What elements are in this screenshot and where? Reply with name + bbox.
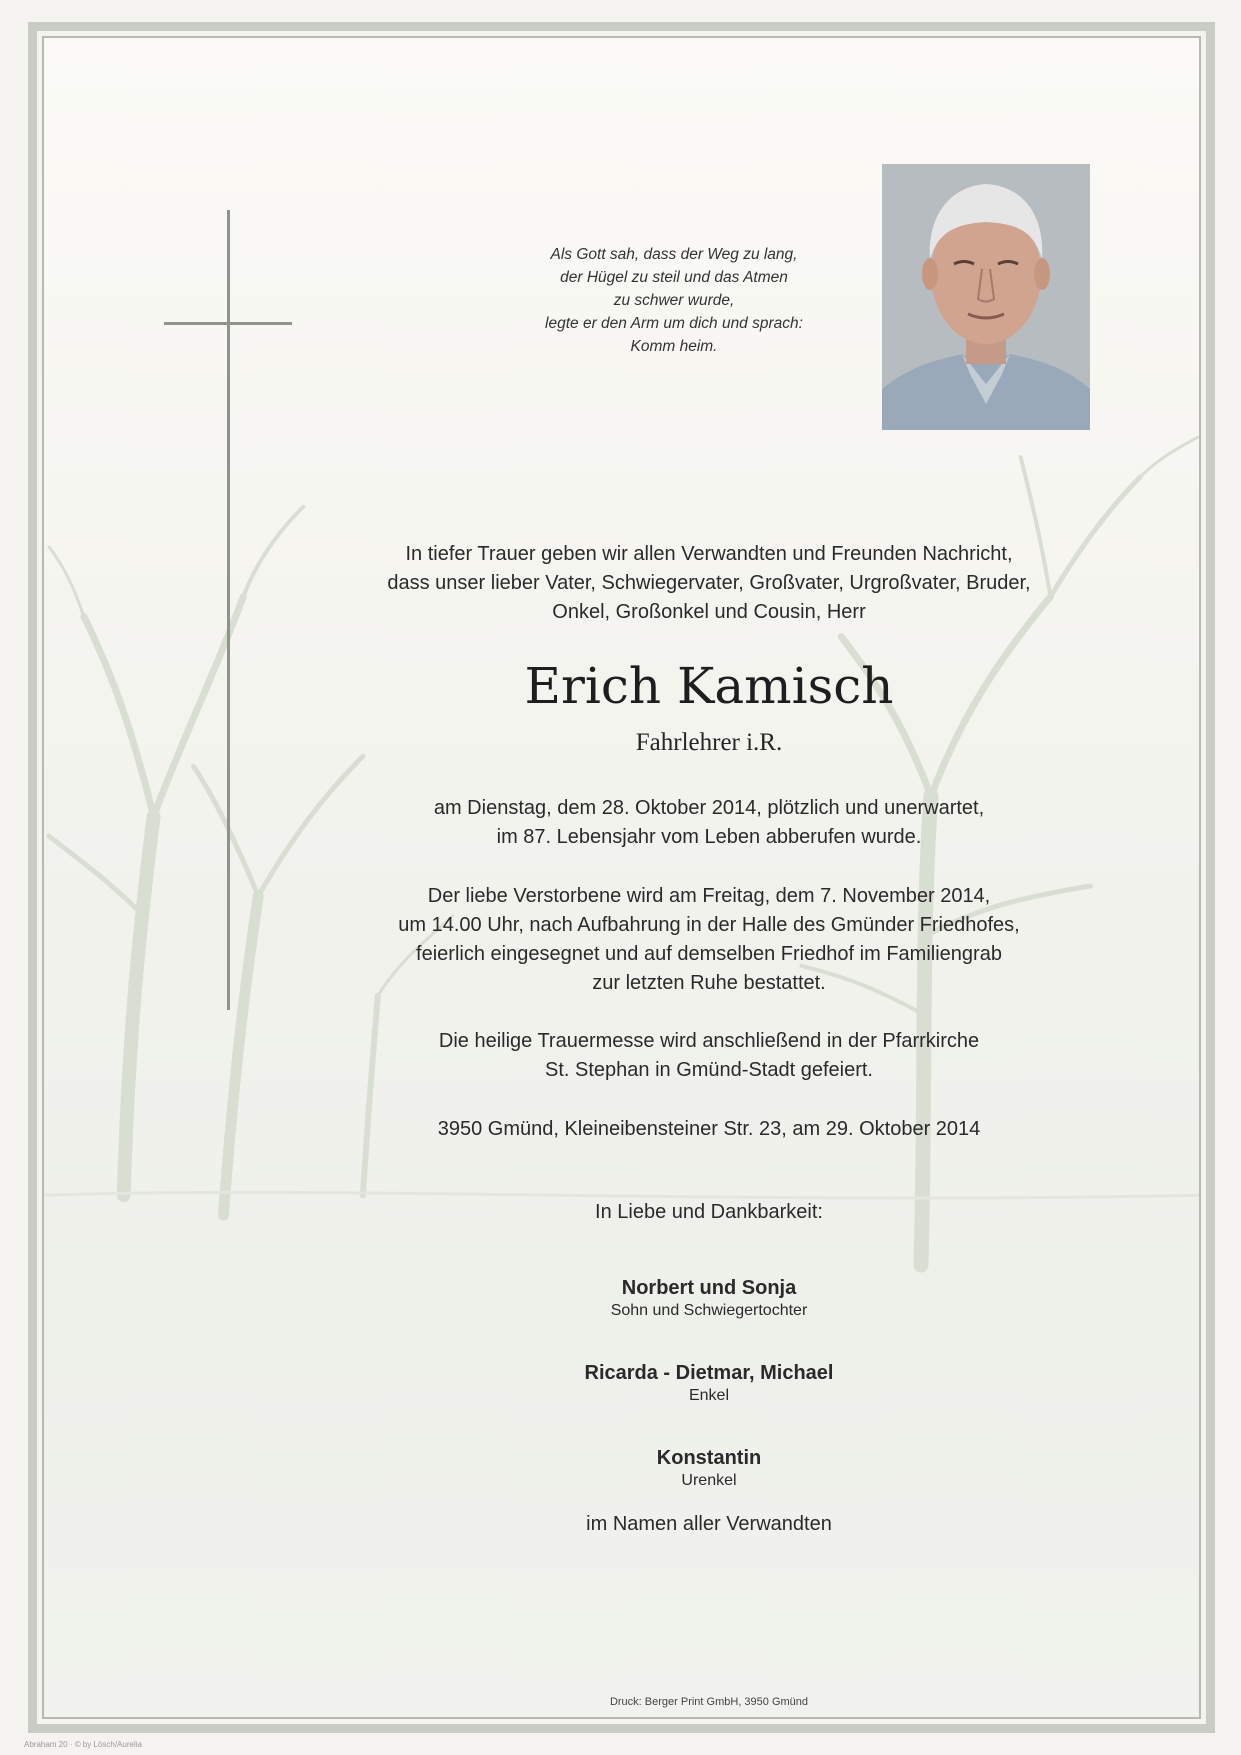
deceased-title: Fahrlehrer i.R. — [635, 729, 783, 756]
death-notice-line: im 87. Lebensjahr vom Leben abberufen wurde. — [496, 826, 922, 848]
poem-line: Als Gott sah, dass der Weg zu lang, — [550, 246, 798, 263]
funeral-details — [284, 882, 1134, 998]
intro-line: dass unser lieber Vater, Schwiegervater, Großvater, Urgroßvater, Bruder, — [387, 572, 1031, 594]
death-notice-line: am Dienstag, dem 28. Oktober 2014, plötzlich und unerwartet, — [433, 797, 985, 819]
mourner-relation: Sohn und Schwiegertochter — [610, 1302, 808, 1319]
mourner-entry — [284, 1275, 1134, 1321]
portrait-icon — [882, 164, 1090, 430]
poem-line: der Hügel zu steil und das Atmen — [560, 269, 788, 286]
closing-line: In Liebe und Dankbarkeit: — [595, 1201, 823, 1223]
cross-icon-horizontal-bar — [164, 322, 292, 325]
cross-icon-vertical-bar — [227, 210, 230, 1010]
footer-code: Abraham 20 · © by Lösch/Aurelia — [24, 1740, 142, 1749]
poem-line: legte er den Arm um dich und sprach: — [545, 315, 803, 332]
mourner-name: Norbert und Sonja — [621, 1277, 797, 1299]
mass-details — [284, 1027, 1134, 1085]
mourner-relation: Enkel — [688, 1387, 730, 1404]
mass-line: St. Stephan in Gmünd-Stadt gefeiert. — [545, 1059, 873, 1081]
funeral-line: um 14.00 Uhr, nach Aufbahrung in der Halle des Gmünder Friedhofes, — [398, 914, 1020, 936]
intro-line: In tiefer Trauer geben wir allen Verwandten und Freunden Nachricht, — [405, 543, 1013, 565]
deceased-name: Erich Kamisch — [524, 657, 894, 715]
mass-line: Die heilige Trauermesse wird anschließend in der Pfarrkirche — [438, 1030, 980, 1052]
mourner-name: Ricarda - Dietmar, Michael — [584, 1362, 834, 1384]
funeral-line: zur letzten Ruhe bestattet. — [592, 972, 826, 994]
poem-line: Komm heim. — [630, 338, 718, 355]
mourner-relation: Urenkel — [681, 1472, 737, 1489]
funeral-line: feierlich eingesegnet und auf demselben Friedhof im Familiengrab — [416, 943, 1002, 965]
intro-line: Onkel, Großonkel und Cousin, Herr — [552, 601, 866, 623]
mourner-name: Konstantin — [656, 1447, 762, 1469]
place-date: 3950 Gmünd, Kleineibensteiner Str. 23, am 29. Oktober 2014 — [437, 1118, 981, 1140]
funeral-line: Der liebe Verstorbene wird am Freitag, dem 7. November 2014, — [427, 885, 991, 907]
mourner-entry — [284, 1445, 1134, 1491]
poem-line: zu schwer wurde, — [613, 292, 735, 309]
poem — [494, 243, 854, 358]
mourner-entry — [284, 1360, 1134, 1406]
notice-card — [42, 36, 1201, 1719]
intro-text — [284, 540, 1134, 627]
portrait-photo — [882, 164, 1090, 430]
printer-credit: Druck: Berger Print GmbH, 3950 Gmünd — [609, 1696, 809, 1708]
death-notice — [284, 794, 1134, 852]
family-note: im Namen aller Verwandten — [586, 1513, 832, 1535]
